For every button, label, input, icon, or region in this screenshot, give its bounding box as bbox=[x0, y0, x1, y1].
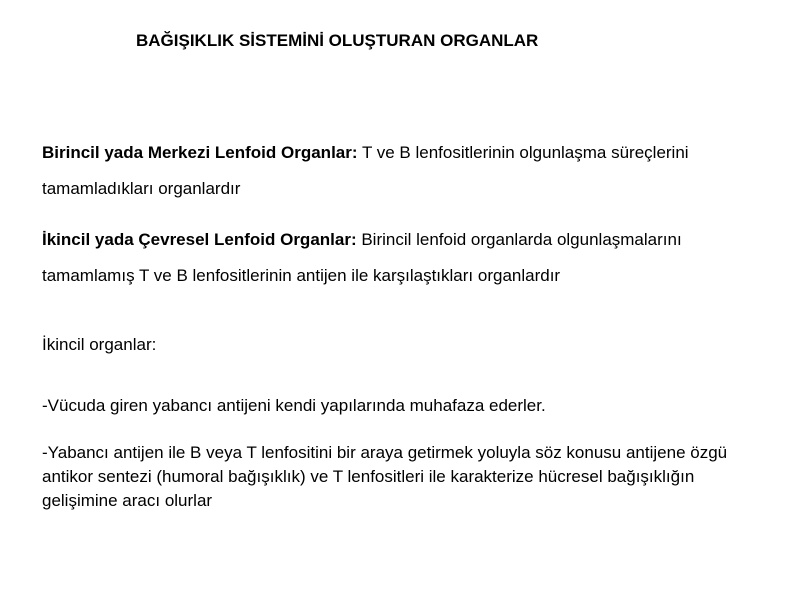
primary-lymphoid-definition bbox=[42, 135, 772, 207]
slide-title: BAĞIŞIKLIK SİSTEMİNİ OLUŞTURAN ORGANLAR bbox=[136, 31, 539, 50]
list-item: -Vücuda giren yabancı antijeni kendi yapılarında muhafaza ederler. bbox=[42, 396, 546, 415]
primary-lymphoid-term: Birincil yada Merkezi Lenfoid Organlar: bbox=[42, 143, 358, 162]
list-item: -Yabancı antijen ile B veya T lenfositini bir araya getirmek yoluyla söz konusu antijene özgü antikor sentezi (humoral bağışıklık) ve T lenfositleri ile karakterize hücresel bağışıklığın gelişimine aracı olurlar bbox=[42, 443, 728, 510]
secondary-lymphoid-term: İkincil yada Çevresel Lenfoid Organlar: bbox=[42, 230, 357, 249]
primary-lymphoid-text: T ve B lenfositlerinin olgunlaşma süreçlerini tamamladıkları organlardır bbox=[42, 143, 689, 198]
secondary-organs-heading: İkincil organlar: bbox=[42, 335, 157, 354]
secondary-lymphoid-text: Birincil lenfoid organlarda olgunlaşmalarını tamamlamış T ve B lenfositlerinin antijen ile karşılaştıkları organlardır bbox=[42, 230, 682, 285]
secondary-lymphoid-definition bbox=[42, 222, 772, 294]
